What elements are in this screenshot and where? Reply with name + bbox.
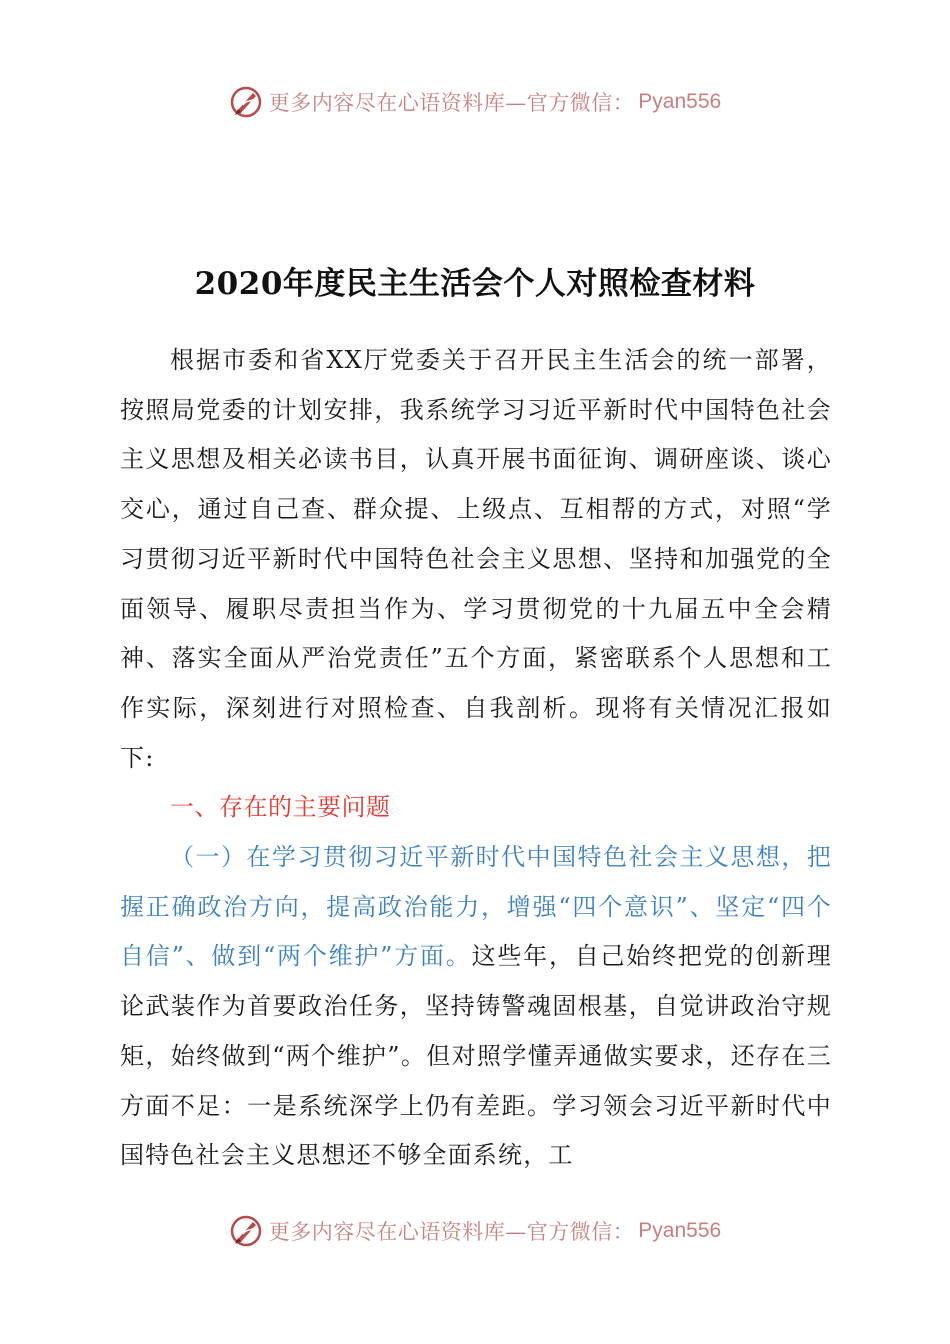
watermark-wechat-id: Pyan556: [638, 90, 722, 113]
pen-seal-icon: [229, 85, 263, 119]
section-heading: 一、存在的主要问题: [170, 793, 391, 822]
intro-paragraph: 根据市委和省XX厅党委关于召开民主生活会的统一部署，按照局党委的计划安排，我系统学习习近平新时代中国特色社会主义思想及相关必读书目，认真开展书面征询、调研座谈、谈心交心，通过自己查、群众提、上级点、互相帮的方式，对照“学习贯彻习近平新时代中国特色社会主义思想、坚持和加强党的全面领导、履职尽责担当作为、学习贯彻党的十九届五中全会精神、落实全面从严治党责任”五个方面，紧密联系个人思想和工作实际，深刻进行对照检查、自我剖析。现将有关情况汇报如下:: [120, 346, 832, 772]
pen-seal-icon: [229, 1214, 263, 1248]
header-watermark: [0, 82, 950, 122]
subsection-heading: （一）在学习贯彻习近平新时代中国特色社会主义思想，把握正确政治方向，提高政治能力，增强“四个意识”、坚定“四个自信”、做到“两个维护”方面。: [120, 843, 832, 971]
subsection-paragraph: [120, 833, 832, 1181]
watermark-text: 更多内容尽在心语资料库—官方微信：: [268, 1220, 635, 1244]
watermark-wechat-id: Pyan556: [638, 1219, 722, 1242]
watermark-text: 更多内容尽在心语资料库—官方微信：: [268, 91, 635, 115]
document-title: 2020年度民主生活会个人对照检查材料: [194, 266, 756, 302]
footer-watermark: [0, 1211, 950, 1251]
subsection-body: 这些年，自己始终把党的创新理论武装作为首要政治任务，坚持铸警魂固根基，自觉讲政治守规矩，始终做到“两个维护”。但对照学懂弄通做实要求，还存在三方面不足：一是系统深学上仍有差距。学习领会习近平新时代中国特色社会主义思想还不够全面系统，工: [120, 942, 832, 1170]
document-body: [120, 336, 832, 1181]
